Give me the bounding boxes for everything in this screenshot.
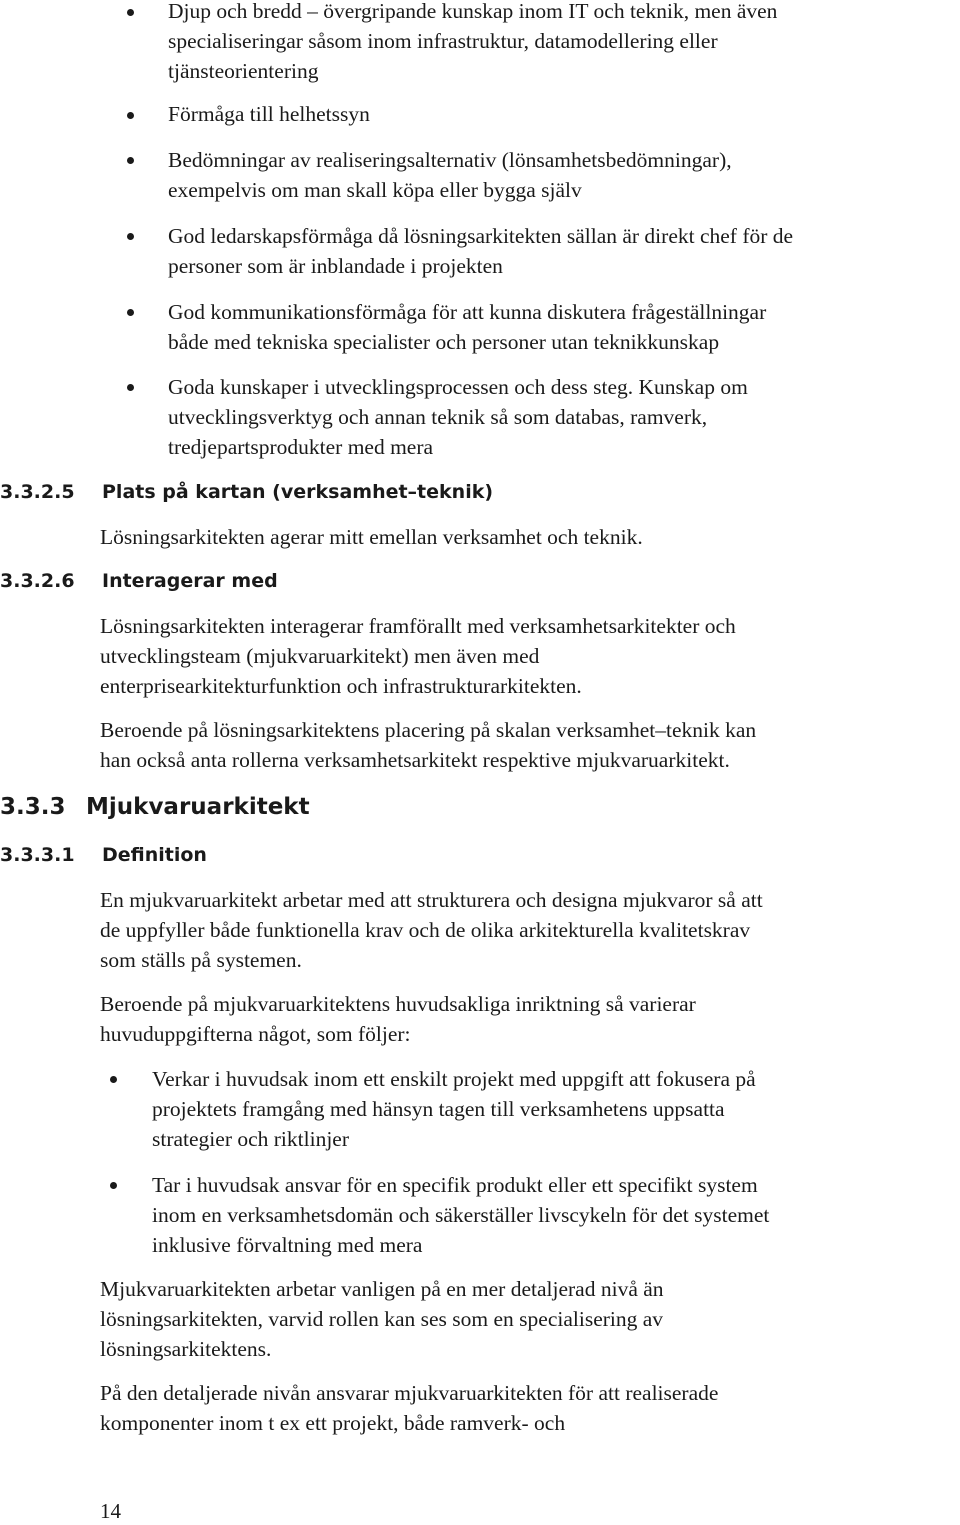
paragraph-line: Lösningsarkitekten agerar mitt emellan verksamhet och teknik.: [100, 525, 643, 549]
list-item-line: tredjepartsprodukter med mera: [168, 435, 434, 459]
list-item-line: specialiseringar såsom inom infrastruktur, datamodellering eller: [168, 29, 718, 53]
section-title: Definition: [102, 844, 207, 866]
bullet-icon: [127, 9, 134, 16]
list-item-line: inom en verksamhetsdomän och säkerställer livscykeln för det systemet: [152, 1203, 770, 1227]
list-item-line: Goda kunskaper i utvecklingsprocessen och dess steg. Kunskap om: [168, 375, 748, 399]
paragraph-line: På den detaljerade nivån ansvarar mjukvaruarkitekten för att realiserade: [100, 1381, 719, 1405]
section-title: Interagerar med: [102, 570, 278, 592]
list-item-line: God kommunikationsförmåga för att kunna diskutera frågeställningar: [168, 300, 767, 324]
paragraph-line: som ställs på systemen.: [100, 948, 302, 972]
list-item-line: personer som är inblandade i projekten: [168, 254, 503, 278]
list-item-line: God ledarskapsförmåga då lösningsarkitekten sällan är direkt chef för de: [168, 224, 794, 248]
paragraph-line: de uppfyller både funktionella krav och de olika arkitekturella kvalitetskrav: [100, 918, 751, 942]
paragraph-line: En mjukvaruarkitekt arbetar med att strukturera och designa mjukvaror så att: [100, 888, 763, 912]
paragraph-line: Beroende på lösningsarkitektens placering på skalan verksamhet–teknik kan: [100, 718, 757, 742]
paragraph-line: Lösningsarkitekten interagerar framförallt med verksamhetsarkitekter och: [100, 614, 736, 638]
list-item-line: Verkar i huvudsak inom ett enskilt projekt med uppgift att fokusera på: [152, 1067, 756, 1091]
list-item-line: strategier och riktlinjer: [152, 1127, 350, 1151]
bullet-icon: [127, 309, 134, 316]
list-item-line: tjänsteorientering: [168, 59, 319, 83]
paragraph-line: han också anta rollerna verksamhetsarkitekt respektive mjukvaruarkitekt.: [100, 748, 730, 772]
paragraph-line: lösningsarkitekten, varvid rollen kan ses som en specialisering av: [100, 1307, 664, 1331]
list-item-line: både med tekniska specialister och personer utan teknikkunskap: [168, 330, 720, 354]
page-number: 14: [100, 1499, 121, 1523]
bullet-icon: [127, 157, 134, 164]
paragraph-line: Beroende på mjukvaruarkitektens huvudsakliga inriktning så varierar: [100, 992, 696, 1016]
list-item-line: Bedömningar av realiseringsalternativ (lönsamhetsbedömningar),: [168, 148, 732, 172]
bullet-icon: [110, 1182, 117, 1189]
paragraph-line: Mjukvaruarkitekten arbetar vanligen på en mer detaljerad nivå än: [100, 1277, 664, 1301]
paragraph-line: enterprisearkitekturfunktion och infrastrukturarkitekten.: [100, 674, 582, 698]
section-number: 3.3.2.6: [0, 570, 75, 592]
list-item-line: Tar i huvudsak ansvar för en specifik produkt eller ett specifikt system: [152, 1173, 758, 1197]
list-item-line: exempelvis om man skall köpa eller bygga själv: [168, 178, 582, 202]
list-item-line: Djup och bredd – övergripande kunskap inom IT och teknik, men även: [168, 0, 778, 23]
section-number: 3.3.3: [0, 794, 66, 820]
paragraph-line: huvuduppgifterna något, som följer:: [100, 1022, 411, 1046]
list-item-line: utvecklingsverktyg och annan teknik så som databas, ramverk,: [168, 405, 708, 429]
paragraph-line: utvecklingsteam (mjukvaruarkitekt) men även med: [100, 644, 540, 668]
paragraph-line: lösningsarkitektens.: [100, 1337, 272, 1361]
section-title: Plats på kartan (verksamhet–teknik): [102, 481, 494, 503]
bullet-icon: [110, 1076, 117, 1083]
list-item-line: inklusive förvaltning med mera: [152, 1233, 423, 1257]
list-item-line: projektets framgång med hänsyn tagen till verksamhetens uppsatta: [152, 1097, 725, 1121]
section-title: Mjukvaruarkitekt: [86, 794, 310, 820]
section-number: 3.3.2.5: [0, 481, 75, 503]
list-item-line: Förmåga till helhetssyn: [168, 102, 370, 126]
bullet-icon: [127, 384, 134, 391]
section-number: 3.3.3.1: [0, 844, 75, 866]
paragraph-line: komponenter inom t ex ett projekt, både ramverk- och: [100, 1411, 566, 1435]
bullet-icon: [127, 233, 134, 240]
bullet-icon: [127, 112, 134, 119]
